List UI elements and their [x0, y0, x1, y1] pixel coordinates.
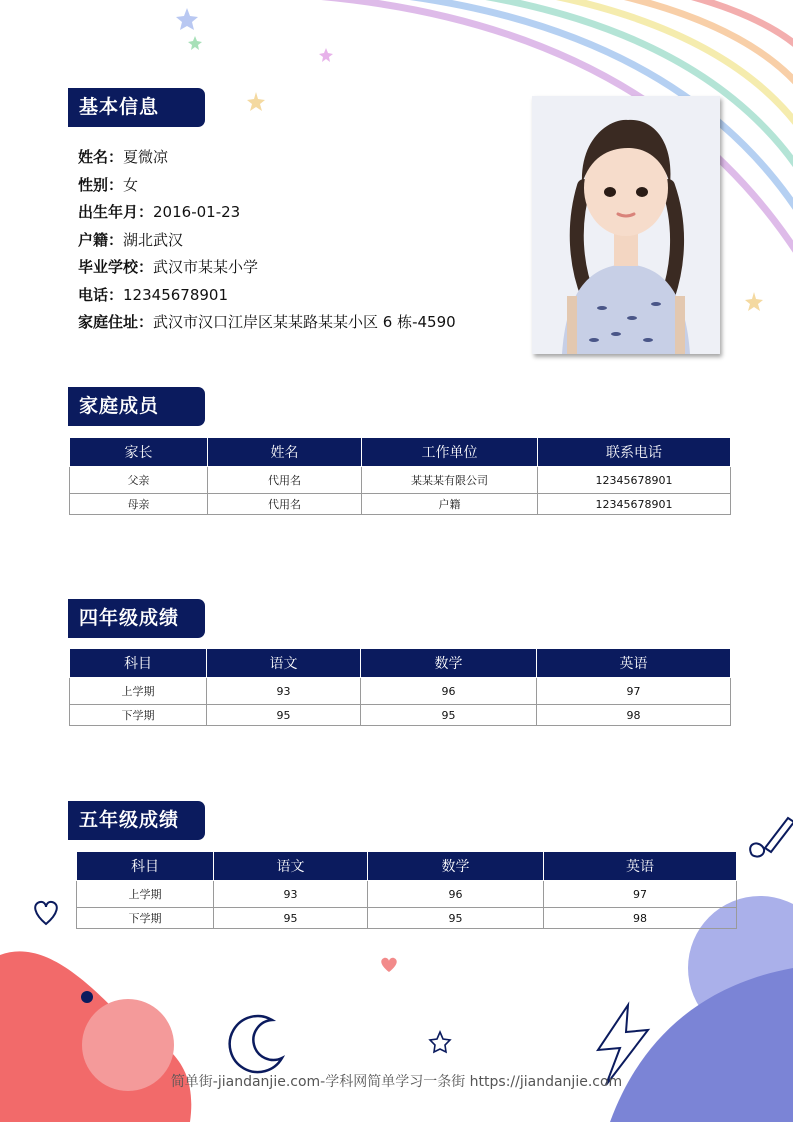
table-cell: 93 — [207, 678, 361, 705]
column-header: 科目 — [77, 852, 214, 881]
table-row — [70, 467, 731, 494]
family-table — [69, 437, 731, 515]
info-value: 武汉市某某小学 — [153, 258, 259, 276]
table-cell: 95 — [207, 705, 361, 726]
table-header-row — [70, 438, 731, 467]
column-header: 英语 — [544, 852, 737, 881]
info-value: 女 — [123, 175, 139, 194]
heart-icon — [381, 958, 396, 972]
table-cell: 98 — [537, 705, 731, 726]
table-header-row — [77, 852, 737, 881]
info-value: 12345678901 — [123, 285, 228, 304]
table-cell: 96 — [361, 678, 537, 705]
info-row-phone — [78, 282, 456, 310]
pencil-doodle-icon — [750, 818, 793, 857]
column-header: 姓名 — [208, 438, 362, 467]
table-cell: 某某某有限公司 — [362, 467, 538, 494]
star-outline-icon — [430, 1032, 450, 1052]
info-row-school — [78, 254, 456, 282]
star-icon — [188, 36, 202, 50]
column-header: 语文 — [214, 852, 368, 881]
table-cell: 父亲 — [70, 467, 208, 494]
column-header: 数学 — [361, 649, 537, 678]
moon-icon — [230, 1016, 282, 1072]
basic-info-list — [78, 144, 456, 337]
column-header: 联系电话 — [538, 438, 731, 467]
table-cell: 93 — [214, 881, 368, 908]
table-cell: 95 — [368, 908, 544, 929]
column-header: 数学 — [368, 852, 544, 881]
grade4-score-table — [69, 648, 731, 726]
star-icon — [176, 8, 198, 30]
table-cell: 95 — [214, 908, 368, 929]
table-cell: 12345678901 — [538, 494, 731, 515]
table-cell: 97 — [537, 678, 731, 705]
info-label: 电话： — [78, 285, 124, 304]
table-cell: 96 — [368, 881, 544, 908]
info-row-name — [78, 144, 456, 172]
table-row — [77, 881, 737, 908]
info-value: 夏微凉 — [123, 148, 169, 166]
info-label: 出生年月： — [78, 203, 154, 221]
table-cell: 下学期 — [70, 705, 207, 726]
info-value: 武汉市汉口江岸区某某路某某小区 6 栋-4590 — [153, 313, 456, 331]
table-row — [70, 678, 731, 705]
table-cell: 下学期 — [77, 908, 214, 929]
column-header: 英语 — [537, 649, 731, 678]
star-icon — [745, 292, 763, 311]
table-row — [70, 705, 731, 726]
table-cell: 95 — [361, 705, 537, 726]
info-row-hukou — [78, 227, 456, 255]
table-cell: 98 — [544, 908, 737, 929]
info-label: 性别： — [78, 175, 124, 194]
section-title-family: 家庭成员 — [68, 387, 205, 426]
table-cell: 上学期 — [77, 881, 214, 908]
column-header: 家长 — [70, 438, 208, 467]
child-portrait-image — [532, 96, 720, 354]
star-icon — [319, 48, 333, 62]
table-header-row — [70, 649, 731, 678]
table-cell: 母亲 — [70, 494, 208, 515]
info-label: 毕业学校： — [78, 258, 154, 276]
info-value: 2016-01-23 — [153, 203, 241, 221]
profile-photo — [532, 96, 720, 354]
info-label: 姓名： — [78, 148, 124, 166]
column-header: 语文 — [207, 649, 361, 678]
info-value: 湖北武汉 — [123, 230, 184, 249]
section-title-grade5: 五年级成绩 — [68, 801, 205, 840]
table-cell: 代用名 — [208, 494, 362, 515]
table-cell: 上学期 — [70, 678, 207, 705]
column-header: 科目 — [70, 649, 207, 678]
star-icon — [247, 92, 265, 111]
table-row — [70, 494, 731, 515]
footer-watermark: 简单街-jiandanjie.com-学科网简单学习一条街 https://jiandanjie.com — [170, 1074, 623, 1090]
info-label: 户籍： — [78, 230, 124, 249]
info-row-birth — [78, 199, 456, 227]
table-row — [77, 908, 737, 929]
table-cell: 代用名 — [208, 467, 362, 494]
section-title-basic-info: 基本信息 — [68, 88, 205, 127]
section-title-grade4: 四年级成绩 — [68, 599, 205, 638]
column-header: 工作单位 — [362, 438, 538, 467]
info-row-address — [78, 309, 456, 337]
dot-icon — [81, 991, 93, 1003]
grade5-score-table — [76, 851, 737, 929]
table-cell: 12345678901 — [538, 467, 731, 494]
info-label: 家庭住址： — [78, 313, 154, 331]
table-cell: 户籍 — [362, 494, 538, 515]
info-row-gender — [78, 172, 456, 200]
heart-icon — [35, 902, 57, 924]
table-cell: 97 — [544, 881, 737, 908]
